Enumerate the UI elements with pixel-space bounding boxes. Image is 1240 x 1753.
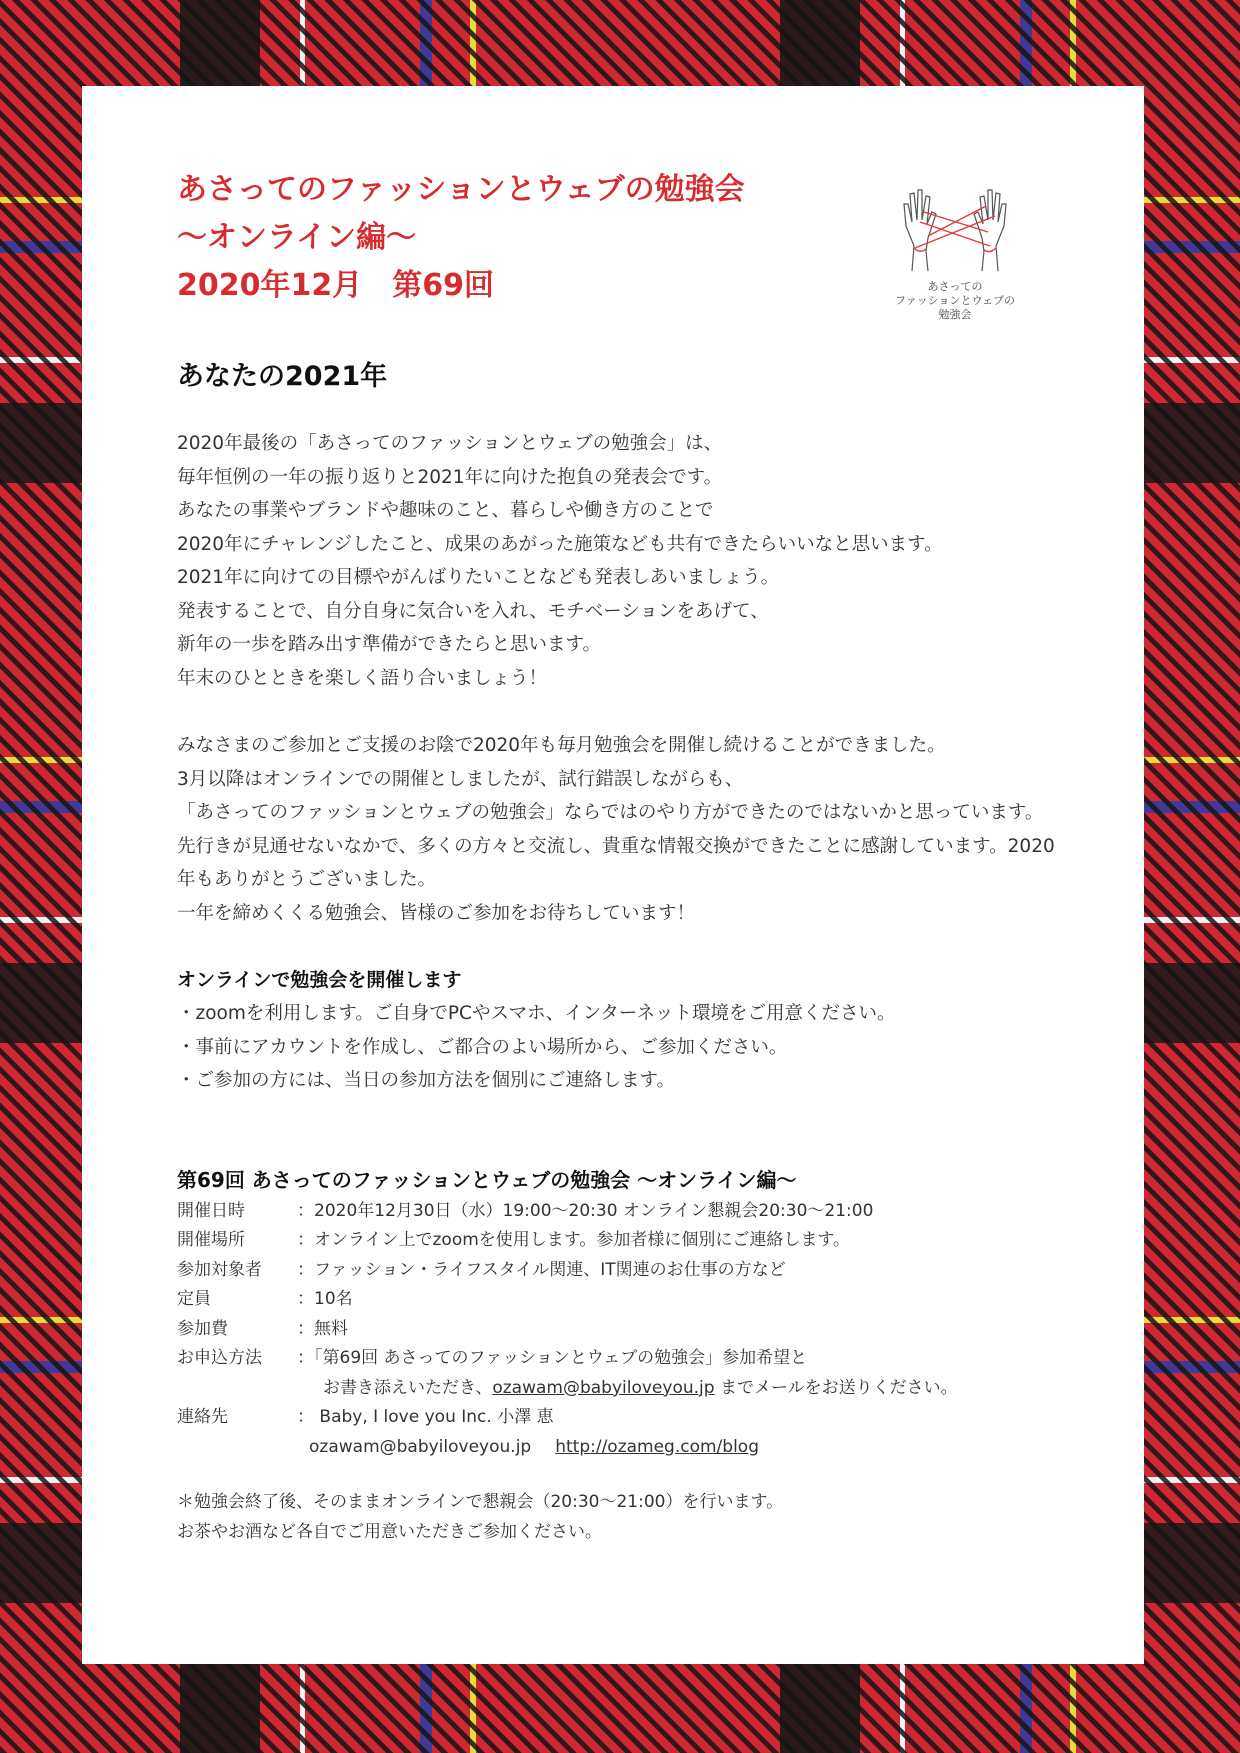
capacity-label: 定員: [177, 1289, 211, 1309]
intro-line: 新年の一歩を踏み出す準備ができたらと思います。: [177, 634, 602, 655]
apply-line-2-post: までメールをお送りください。: [714, 1377, 958, 1398]
note-line: ＊勉強会終了後、そのままオンラインで懇親会（20:30〜21:00）を行います。: [177, 1492, 784, 1512]
target-value: ：ファッション・ライフスタイル関連、IT関連のお仕事の方など: [297, 1259, 786, 1280]
section-title: あなたの2021年: [177, 361, 388, 392]
thanks-line: 「あさってのファッションとウェブの勉強会」ならではのやり方ができたのではないかと思っています。: [177, 802, 1044, 823]
intro-line: 2021年に向けての目標やがんばりたいことなども発表しあいましょう。: [177, 567, 780, 588]
table-row: [177, 1197, 958, 1227]
table-row: [177, 1403, 958, 1462]
intro-line: 2020年最後の「あさってのファッションとウェブの勉強会」は、: [177, 433, 723, 454]
contact-label: 連絡先: [177, 1407, 228, 1427]
intro-line: あなたの事業やブランドや趣味のこと、暮らしや働き方のことで: [177, 500, 714, 521]
apply-email-link[interactable]: ozawam@babyiloveyou.jp: [492, 1377, 715, 1398]
table-row: [177, 1315, 958, 1345]
table-row: [177, 1226, 958, 1256]
thanks-line: 一年を締めくくる勉強会、皆様のご参加をお待ちしています！: [177, 902, 696, 924]
logo-text-2: ファッションとウェブの: [894, 294, 1016, 307]
fee-value: ：無料: [297, 1318, 348, 1339]
apply-line-2-pre: お書き添えいただき、: [323, 1377, 493, 1398]
table-row: [177, 1256, 958, 1286]
online-section: [177, 964, 1057, 1098]
flyer-sheet: [82, 86, 1144, 1664]
online-bullets: [177, 997, 1057, 1098]
table-row: [177, 1285, 958, 1315]
apply-value: [297, 1344, 958, 1403]
page-title: [177, 166, 1057, 310]
intro-line: 2020年にチャレンジしたこと、成果のあがった施策なども共有できたらいいなと思います。: [177, 533, 943, 555]
list-item: ・ 事前にアカウントを作成し、ご都合のよい場所から、ご参加ください。: [177, 1031, 1057, 1065]
logo-text-1: あさっての: [927, 280, 983, 293]
event-title: 第69回 あさってのファッションとウェブの勉強会 〜オンライン編〜: [177, 1167, 797, 1192]
date-value: ：2020年12月30日（水）19:00〜20:30 オンライン懇親会20:30〜21:00: [297, 1200, 874, 1221]
note-line: お茶やお酒など各自でご用意いただきご参加ください。: [177, 1521, 602, 1542]
title-line-2: 〜オンライン編〜: [177, 220, 417, 255]
date-label: 開催日時: [177, 1200, 245, 1221]
title-line-1: あさってのファッションとウェブの勉強会: [177, 172, 745, 207]
logo-text-3: 勉強会: [938, 308, 972, 321]
contact-email[interactable]: ozawam@babyiloveyou.jp: [309, 1436, 532, 1457]
apply-line-2: [297, 1374, 958, 1404]
list-item: ・ zoomを利用します。ご自身でPCやスマホ、インターネット環境をご用意ください。: [177, 997, 1057, 1031]
contact-value: [297, 1403, 958, 1462]
title-line-3: 2020年12月 第69回: [177, 268, 494, 303]
intro-line: 年末のひとときを楽しく語り合いましょう！: [177, 667, 548, 689]
place-value: ：オンライン上でzoomを使用します。参加者様に個別にご連絡します。: [297, 1230, 851, 1250]
apply-line-1: ：「第69回 あさってのファッションとウェブの勉強会」参加希望と: [297, 1348, 808, 1368]
contact-line-1: ： Baby, I love you Inc. 小澤 恵: [297, 1407, 554, 1427]
content: [177, 166, 1057, 1547]
table-row: [177, 1344, 958, 1403]
online-title: オンラインで勉強会を開催します: [177, 969, 462, 991]
thanks-line: 先行きが見通せないなかで、多くの方々と交流し、貴重な情報交換ができたことに感謝しています。2020年もありがとうございました。: [177, 835, 1055, 890]
fee-label: 参加費: [177, 1318, 228, 1339]
thanks-paragraph: [177, 729, 1057, 930]
thanks-line: 3月以降はオンラインでの開催としましたが、試行錯誤しながらも、: [177, 768, 744, 790]
contact-url-link[interactable]: http://ozameg.com/blog: [555, 1436, 759, 1457]
intro-line: 毎年恒例の一年の振り返りと2021年に向けた抱負の発表会です。: [177, 466, 723, 488]
event-details: [177, 1197, 958, 1463]
note: [177, 1488, 1057, 1547]
intro-line: 発表することで、自分自身に気合いを入れ、モチベーションをあげて、: [177, 600, 769, 622]
thanks-line: みなさまのご参加とご支援のお陰で2020年も毎月勉強会を開催し続けることができました。: [177, 735, 946, 756]
contact-line-2: [297, 1433, 958, 1463]
place-label: 開催場所: [177, 1230, 245, 1250]
intro-paragraph: [177, 427, 1057, 695]
apply-label: お申込方法: [177, 1348, 262, 1368]
list-item: ・ ご参加の方には、当日の参加方法を個別にご連絡します。: [177, 1064, 1057, 1098]
capacity-value: ：10名: [297, 1289, 353, 1309]
target-label: 参加対象者: [177, 1259, 262, 1280]
